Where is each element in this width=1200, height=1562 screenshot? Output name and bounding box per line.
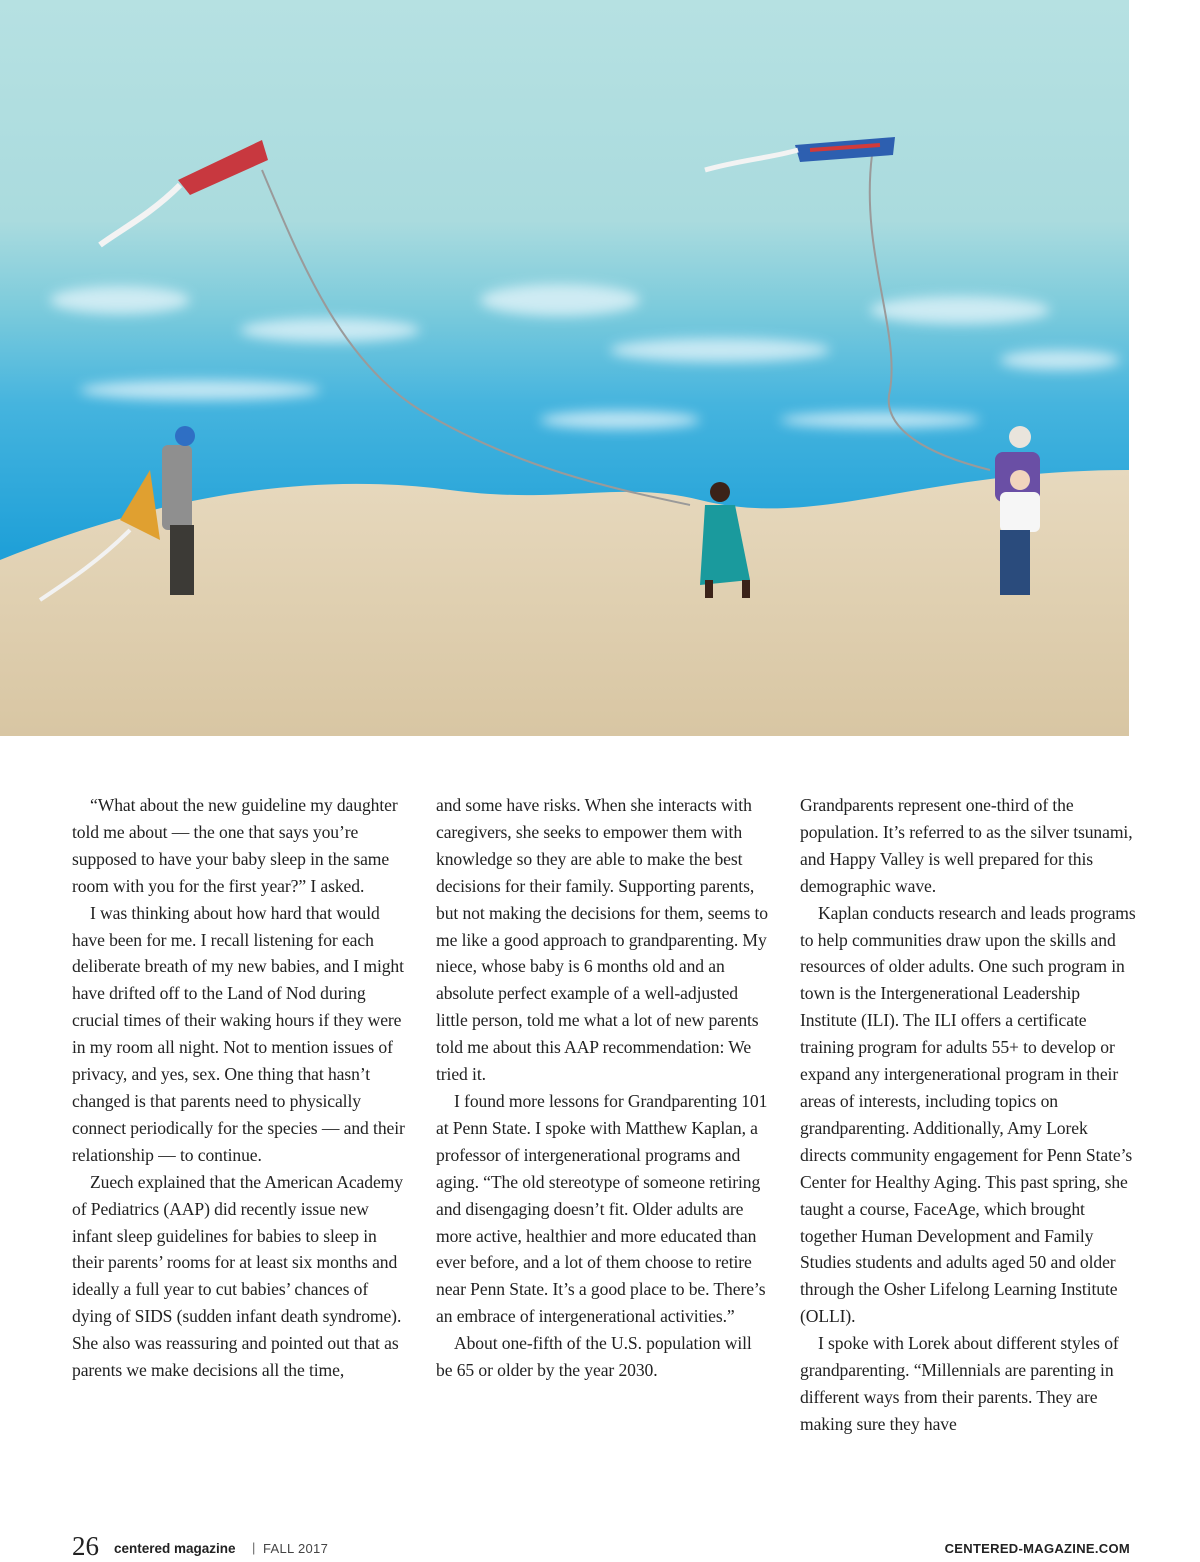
website-link[interactable]: CENTERED-MAGAZINE.COM: [944, 1541, 1130, 1556]
text-column-1: [72, 792, 408, 1384]
beach-kite-miniatures-photo: [0, 0, 1129, 736]
text-column-3: [800, 792, 1136, 1438]
paragraph: “What about the new guideline my daughter told me about — the one that says you’re supposed to have your baby sleep in the same room with you for the first year?” I asked.: [72, 795, 398, 896]
article-body: [72, 792, 1136, 1482]
paragraph: I was thinking about how hard that would have been for me. I recall listening for each deliberate breath of my new babies, and I might have drifted off to the Land of Nod during crucial times of their waking hours if they were in my room all night. Not to mention issues of privacy, and yes, sex. One thing that hasn’t changed is that parents need to physically connect periodically for the species — and their relationship — to continue.: [72, 902, 405, 1165]
paragraph: Grandparents represent one-third of the population. It’s referred to as the silver tsunami, and Happy Valley is well prepared for this demographic wave.: [800, 795, 1133, 896]
paragraph: Kaplan conducts research and leads programs to help communities draw upon the skills and resources of older adults. One such program in town is the Intergenerational Leadership Institute (ILI). The ILI offers a certificate training program for adults 55+ to develop or expand any intergenerational program in their areas of interests, including topics on grandparenting. Additionally, Amy Lorek directs community engagement for Penn State’s Center for Healthy Aging. This past spring, she taught a course, FaceAge, which brought together Human Development and Family Studies students and adults aged 50 and older through the Osher Lifelong Learning Institute (OLLI).: [800, 902, 1136, 1327]
page-number: 26: [72, 1531, 99, 1561]
text-column-2: [436, 792, 772, 1384]
issue-label: FALL 2017: [263, 1541, 329, 1556]
hero-photo: [0, 0, 1129, 736]
paragraph: I spoke with Lorek about different styles of grandparenting. “Millennials are parenting in different ways from their parents. They are making sure they have: [800, 1333, 1119, 1434]
paragraph: Zuech explained that the American Academy of Pediatrics (AAP) did recently issue new infant sleep guidelines for babies to sleep in their parents’ rooms for at least six months and ideally a full year to cut babies’ chances of dying of SIDS (sudden infant death syndrome). She also was reassuring and pointed out that as parents we make decisions all the time,: [72, 1171, 403, 1381]
paragraph: I found more lessons for Grandparenting 101 at Penn State. I spoke with Matthew Kaplan, a professor of intergenerational programs and aging. “The old stereotype of someone retiring and disengaging doesn’t fit. Older adults are more active, healthier and more educated than ever before, and a lot of them choose to retire near Penn State. It’s a good place to be. There’s an embrace of intergenerational activities.”: [436, 1090, 768, 1327]
paragraph: About one-fifth of the U.S. population will be 65 or older by the year 2030.: [436, 1333, 752, 1381]
page-footer: [72, 1531, 1130, 1561]
magazine-name: centered magazine: [114, 1541, 236, 1556]
paragraph: and some have risks. When she interacts with caregivers, she seeks to empower them with knowledge so they are able to make the best decisions for their family. Supporting parents, but not making the decisions for them, seems to me like a good approach to grandparenting. My niece, whose baby is 6 months old and an absolute perfect example of a well-adjusted little person, told me what a lot of new parents told me about this AAP recommendation: We tried it.: [436, 795, 768, 1085]
footer-separator: |: [252, 1540, 256, 1555]
